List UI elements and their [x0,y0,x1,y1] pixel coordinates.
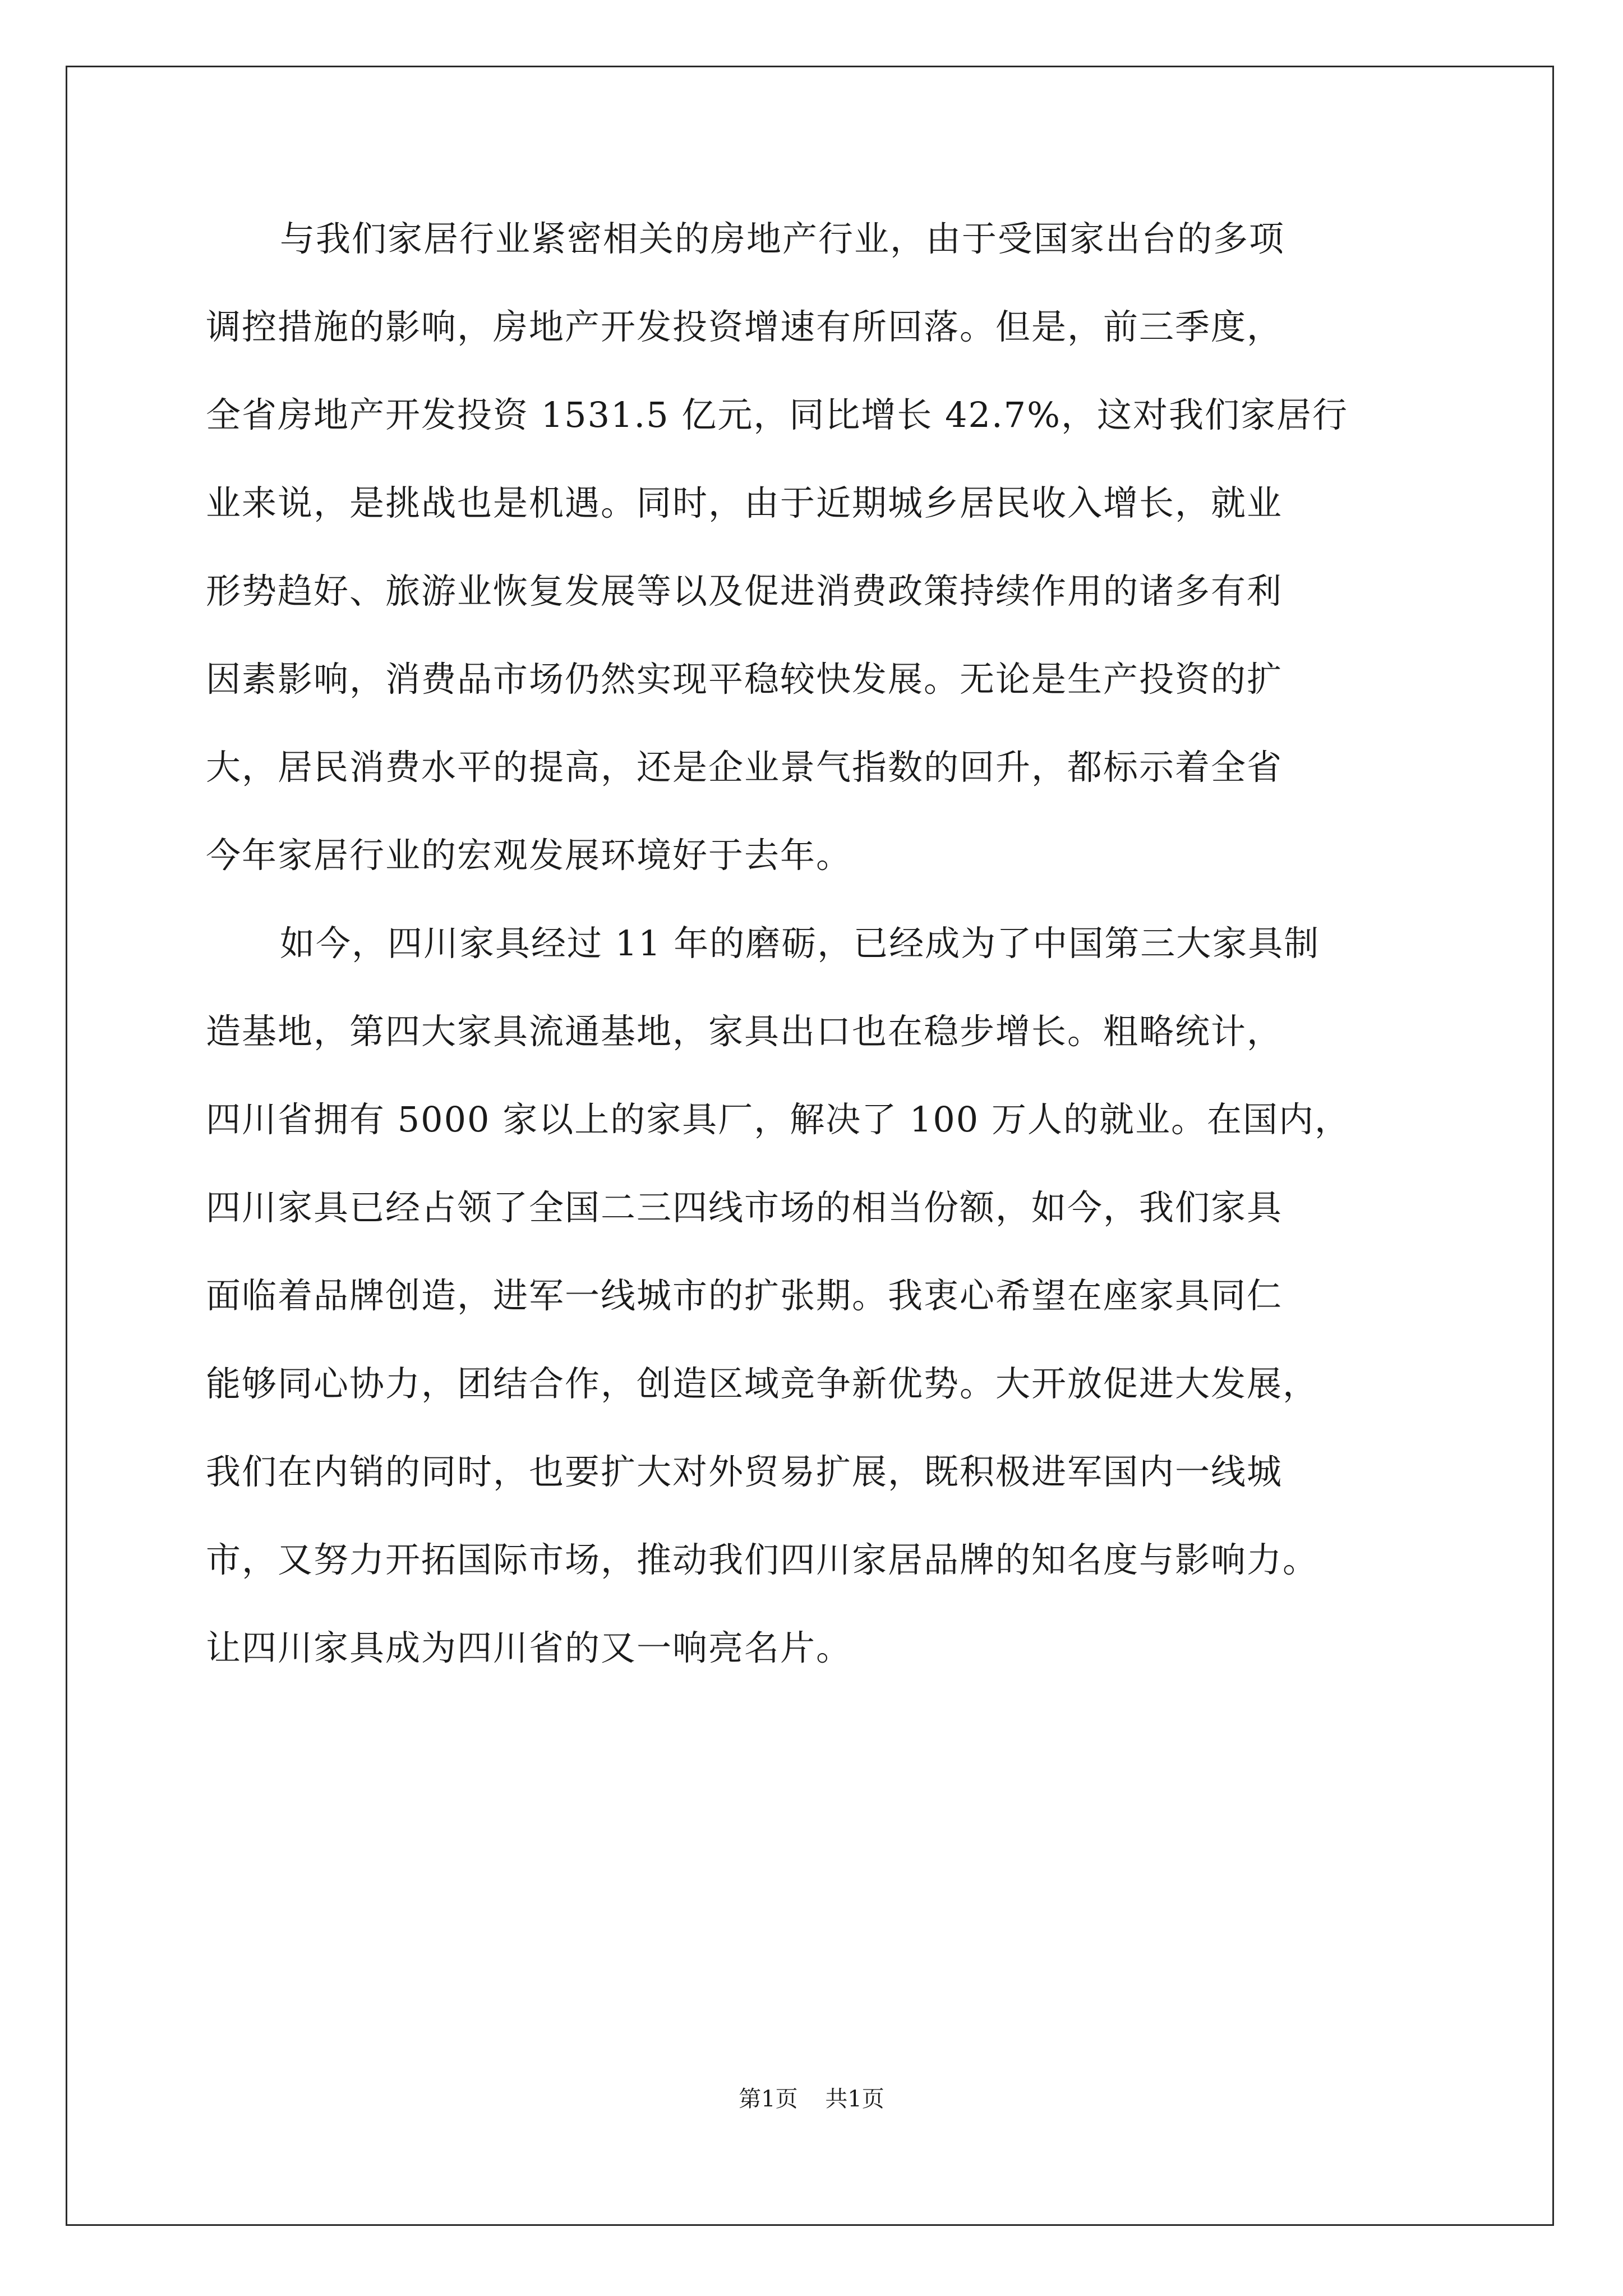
paragraph-line: 全省房地产开发投资 1531.5 亿元，同比增长 42.7%，这对我们家居行 [206,394,1349,435]
paragraph-line: 调控措施的影响，房地产开发投资增速有所回落。但是，前三季度， [206,306,1283,347]
paragraph-line: 造基地，第四大家具流通基地，家具出口也在稳步增长。粗略统计， [206,1011,1283,1052]
page-footer [0,2081,1623,2113]
paragraph-line: 四川省拥有 5000 家以上的家具厂，解决了 100 万人的就业。在国内， [206,1099,1350,1140]
paragraph-line: 与我们家居行业紧密相关的房地产行业，由于受国家出台的多项 [280,218,1285,259]
paragraph-line: 业来说，是挑战也是机遇。同时，由于近期城乡居民收入增长，就业 [206,482,1283,523]
paragraph-line: 因素影响，消费品市场仍然实现平稳较快发展。无论是生产投资的扩 [206,659,1283,700]
paragraph-line: 面临着品牌创造，进军一线城市的扩张期。我衷心希望在座家具同仁 [206,1275,1283,1316]
paragraph-1 [206,218,1423,926]
paragraph-line: 四川家具已经占领了全国二三四线市场的相当份额，如今，我们家具 [206,1187,1283,1228]
page-number: 第1页 [739,2086,798,2112]
paragraph-line: 如今，四川家具经过 11 年的磨砺，已经成为了中国第三大家具制 [280,923,1320,964]
paragraph-line: 大，居民消费水平的提高，还是企业景气指数的回升，都标示着全省 [206,747,1283,788]
paragraph-line: 形势趋好、旅游业恢复发展等以及促进消费政策持续作用的诸多有利 [206,570,1283,611]
paragraph-line: 今年家居行业的宏观发展环境好于去年。 [206,835,852,876]
paragraph-2 [206,923,1423,1719]
document-body [206,218,1423,1719]
paragraph-line: 让四川家具成为四川省的又一响亮名片。 [206,1627,852,1668]
paragraph-line: 市，又努力开拓国际市场，推动我们四川家居品牌的知名度与影响力。 [206,1539,1319,1580]
page-total: 共1页 [825,2086,884,2112]
paragraph-line: 我们在内销的同时，也要扩大对外贸易扩展，既积极进军国内一线城 [206,1451,1283,1492]
paragraph-line: 能够同心协力，团结合作，创造区域竞争新优势。大开放促进大发展， [206,1363,1319,1404]
